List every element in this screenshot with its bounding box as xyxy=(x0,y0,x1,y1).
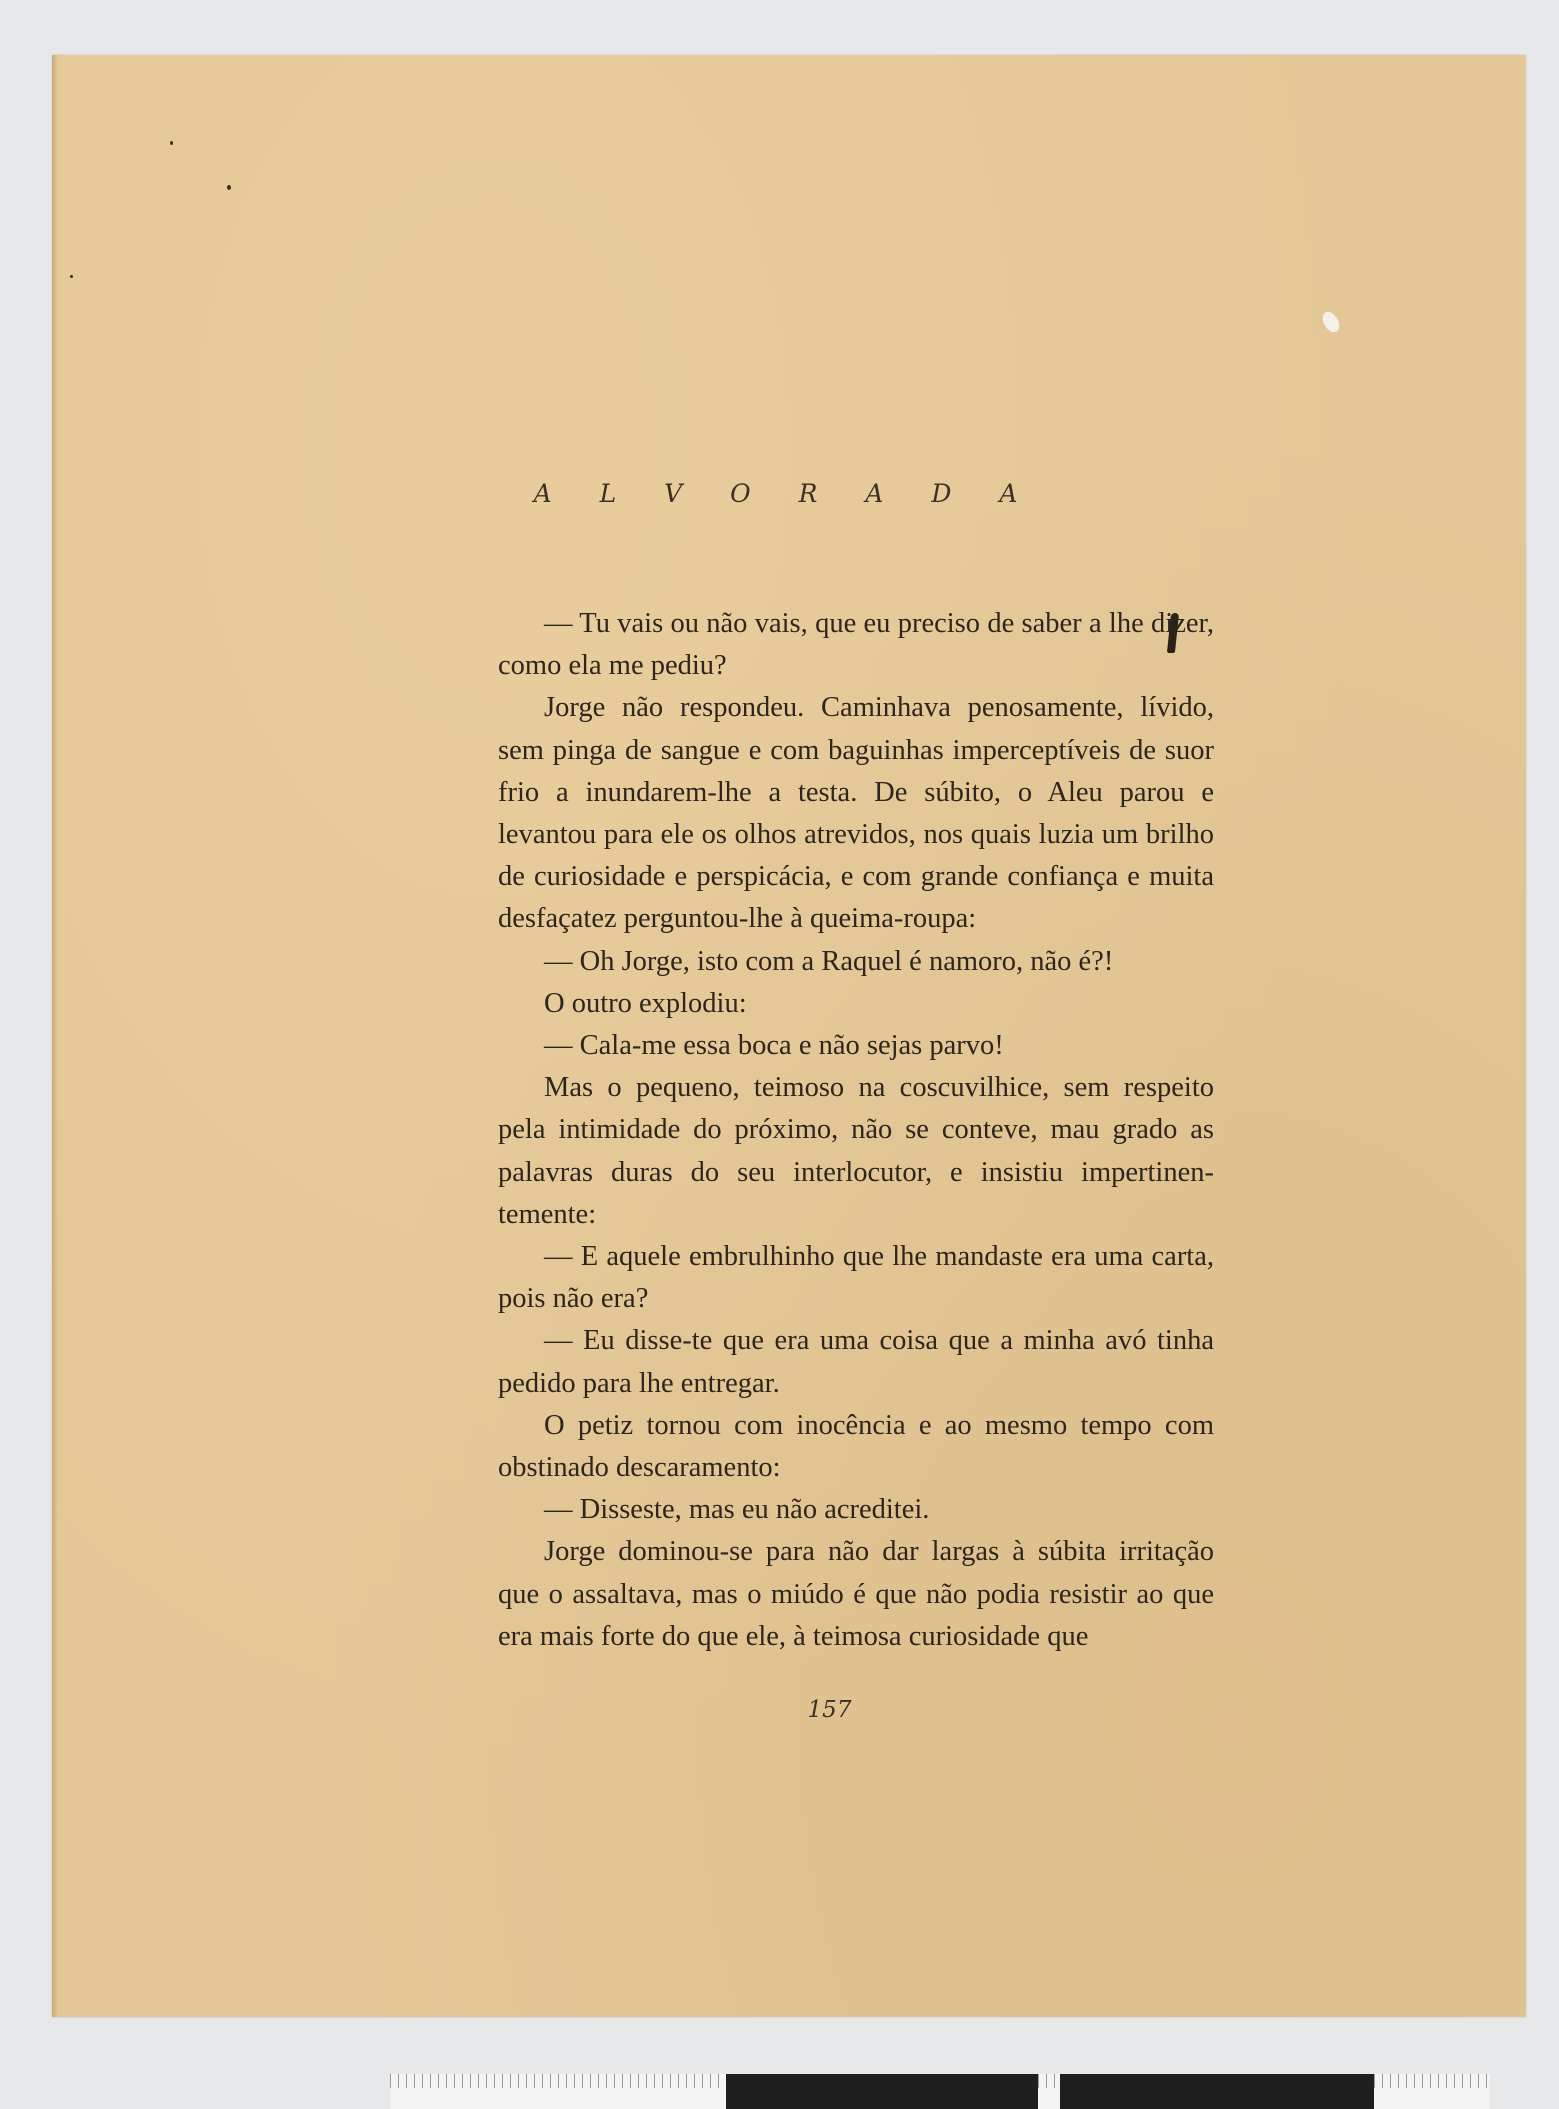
ink-speck xyxy=(227,185,231,190)
ruler-dark-segment xyxy=(726,2074,1038,2109)
paragraph: — Tu vais ou não vais, que eu preciso de saber a lhe dizer, como ela me pediu? xyxy=(498,608,1214,682)
paragraph: — E aquele embrulhinho que lhe mandaste era uma carta, pois não era? xyxy=(498,1241,1214,1315)
ruler-dark-segment xyxy=(1060,2074,1374,2109)
ink-speck xyxy=(70,275,73,278)
paragraph: Jorge dominou-se para não dar largas à súbita irritação que o assaltava, mas o miúdo é que não podia resistir ao que era mais forte do que ele, à teimosa curiosidade que xyxy=(498,1536,1214,1652)
paragraph: — Disseste, mas eu não acreditei. xyxy=(544,1494,930,1526)
paragraph: Jorge não respondeu. Caminhava penosamente, lívido, sem pinga de sangue e com baguinhas imperceptíveis de suor frio a inundarem-lhe a testa. De súbito, o Aleu parou e levantou para ele os olhos atrevidos, nos quais luzia um brilho de curiosidade e perspicácia, e com grande confiança e muita desfaçatez perguntou-lhe à queima-roupa: xyxy=(498,692,1214,935)
ink-speck xyxy=(170,141,173,145)
running-head: A L V O R A D A xyxy=(533,479,1038,508)
paragraph: — Eu disse-te que era uma coisa que a minha avó tinha pedido para lhe entregar. xyxy=(498,1325,1214,1399)
paragraph: — Cala-me essa boca e não sejas parvo! xyxy=(544,1030,1004,1062)
paragraph: O petiz tornou com inocência e ao mesmo tempo com obstinado descaramento: xyxy=(498,1409,1214,1484)
paragraph: — Oh Jorge, isto com a Raquel é namoro, não é?! xyxy=(544,945,1114,977)
body-text xyxy=(498,603,1214,1658)
page-number: 157 xyxy=(807,1697,852,1723)
paragraph: O outro explodiu: xyxy=(544,987,747,1019)
scale-ruler xyxy=(390,2074,1490,2109)
paper-hole xyxy=(1319,309,1342,335)
paragraph: Mas o pequeno, teimoso na coscuvilhice, sem respeito pela intimidade do próximo, não se conteve, mau grado as palavras duras do seu interlocutor, e insistiu impertinentemente: xyxy=(498,1072,1214,1230)
